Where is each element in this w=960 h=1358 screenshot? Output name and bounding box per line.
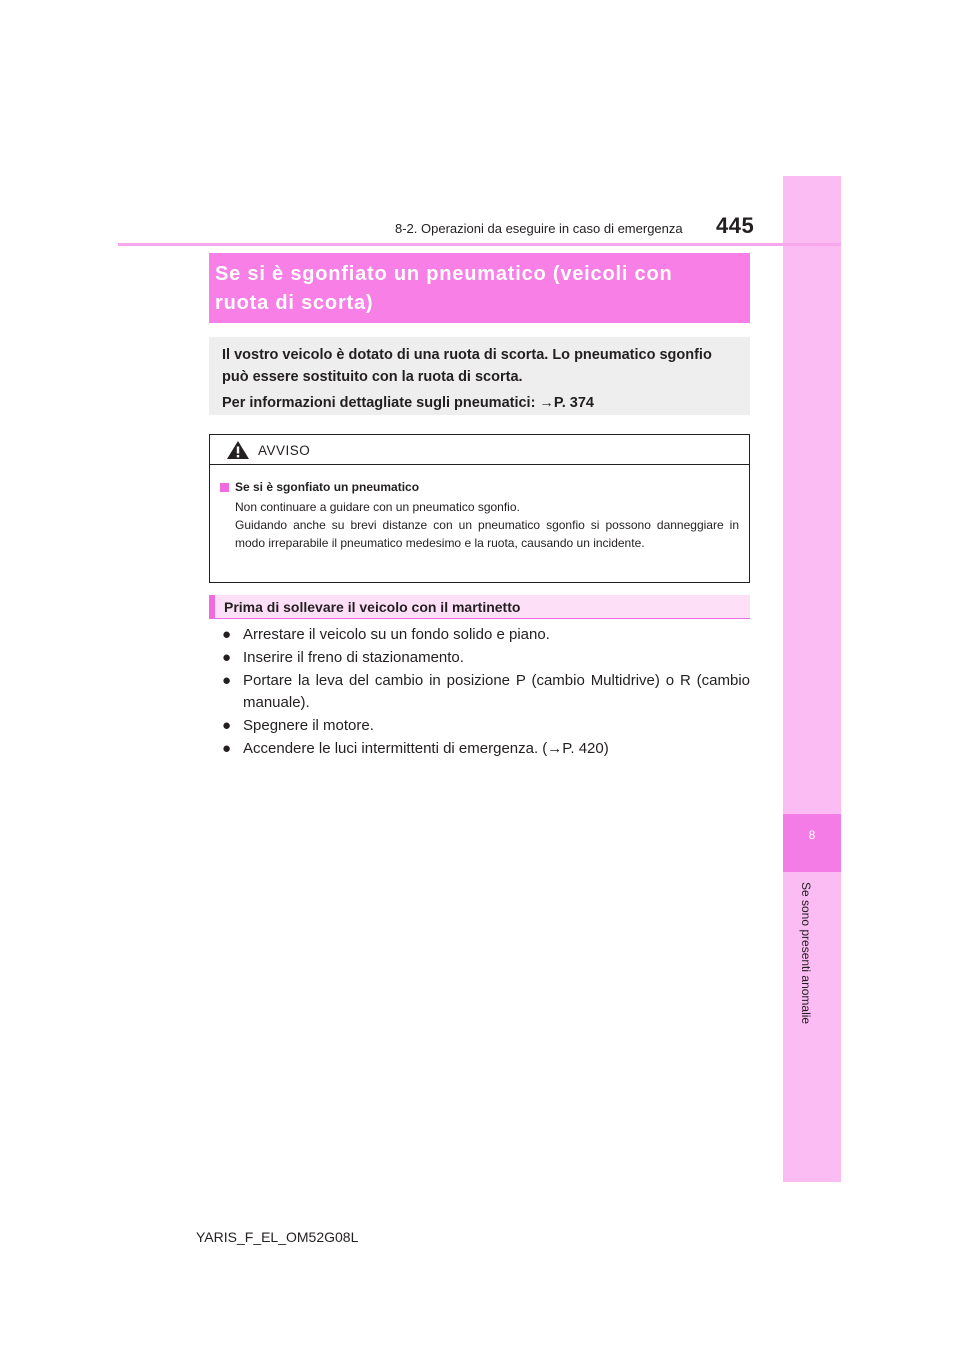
warning-text-2: Guidando anche su brevi distanze con un pneumatico sgonfio si possono danneggiare in modo irreparabile il pneumatico medesimo e la ruota, causando un incidente. [235, 518, 739, 550]
list-item: ● Inserire il freno di stazionamento. [222, 647, 750, 669]
bullet-dot-icon: ● [222, 672, 232, 689]
bullet-dot-icon: ● [222, 717, 232, 734]
warning-box [209, 434, 750, 583]
list-item: ● Arrestare il veicolo su un fondo solido e piano. [222, 624, 750, 646]
list-item: ● Spegnere il motore. [222, 715, 750, 737]
intro-reference: Per informazioni dettagliate sugli pneumatici: →P. 374 [222, 395, 594, 411]
chapter-side-tab [783, 176, 841, 1182]
chapter-title: Se sono presenti anomalie [799, 882, 813, 1025]
bullet-dot-icon: ● [222, 626, 232, 643]
header-divider [118, 243, 841, 246]
warning-label: AVVISO [258, 443, 311, 458]
warning-subheading [220, 478, 739, 496]
section-title-box [209, 253, 750, 323]
page-number: 445 [716, 213, 755, 238]
intro-paragraph: Il vostro veicolo è dotato di una ruota di scorta. Lo pneumatico sgonfio può essere sostituito con la ruota di scorta. [222, 347, 712, 385]
warning-subheading-text: Se si è sgonfiato un pneumatico [235, 480, 420, 494]
list-item: ● Accendere le luci intermittenti di emergenza. (→P. 420) [222, 738, 750, 760]
section-header: 8-2. Operazioni da eseguire in caso di emergenza [395, 221, 683, 236]
list-item: ● Portare la leva del cambio in posizione P (cambio Multidrive) o R (cambio manuale). [222, 670, 750, 714]
warning-body [210, 465, 749, 552]
chapter-number: 8 [808, 828, 816, 842]
subsection-accent-bar [209, 595, 215, 619]
warning-triangle-icon [226, 440, 250, 465]
bullet-dot-icon: ● [222, 649, 232, 666]
section-title-line-2: ruota di scorta) [215, 292, 374, 314]
square-bullet-icon [220, 483, 229, 492]
steps-list [222, 624, 750, 761]
intro-box [209, 337, 750, 415]
warning-text-1: Non continuare a guidare con un pneumatico sgonfio. [235, 500, 520, 514]
chapter-number-box [783, 814, 841, 872]
section-title-line-1: Se si è sgonfiato un pneumatico (veicoli con [215, 263, 673, 285]
bullet-dot-icon: ● [222, 740, 232, 757]
subsection-header [209, 595, 750, 619]
document-code: YARIS_F_EL_OM52G08L [196, 1229, 359, 1245]
warning-header [210, 435, 749, 465]
subsection-title: Prima di sollevare il veicolo con il martinetto [224, 599, 521, 615]
